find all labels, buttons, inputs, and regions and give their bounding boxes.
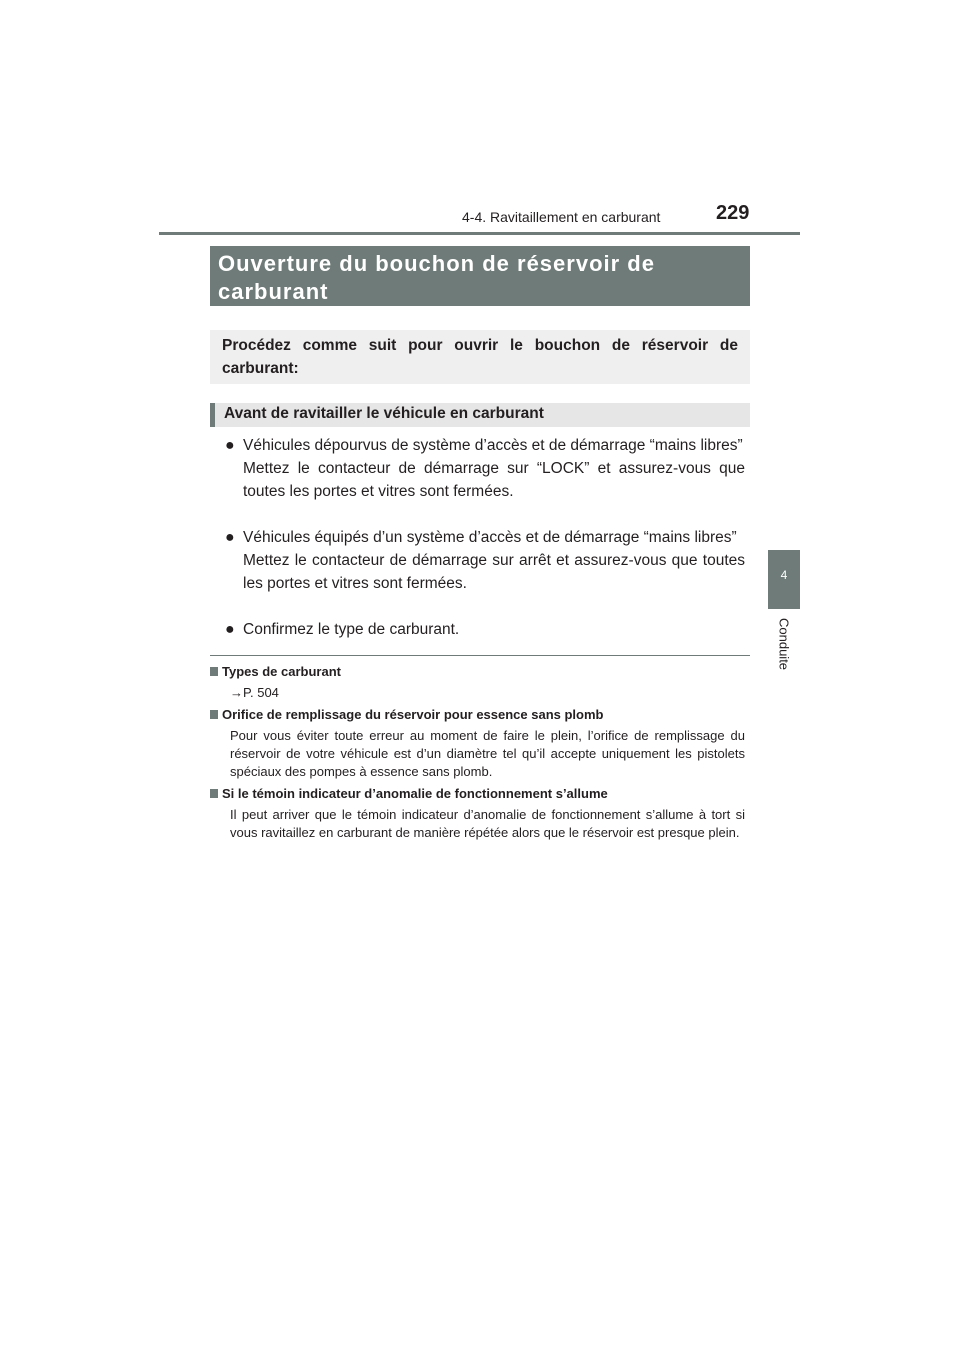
title-box [210,246,750,306]
square-bullet-icon [210,667,218,676]
chapter-number: 4 [780,568,788,582]
header-section-title: 4-4. Ravitaillement en carburant [462,209,661,225]
intro-text: Procédez comme suit pour ouvrir le bouchon de réservoir de carburant: [222,337,738,377]
square-bullet-icon [210,789,218,798]
note-title: Orifice de remplissage du réservoir pour essence sans plomb [210,706,745,724]
bullet-lead: Confirmez le type de carburant. [243,621,460,638]
bullet-body [243,618,745,641]
subheading-bar [210,403,215,427]
bullet-lead: Véhicules dépourvus de système d’accès et de démarrage “mains libres” [243,437,743,454]
subheading-text: Avant de ravitailler le véhicule en carburant [224,405,544,422]
subheading-box [210,403,750,427]
bullet-icon: ● [225,529,235,546]
note-body: →P. 504 [230,685,279,700]
bullet-item [225,526,745,595]
note [210,785,745,842]
page-number: 229 [716,202,750,224]
page-title: Ouverture du bouchon de réservoir de carburant [218,251,655,304]
bullet-detail: Mettez le contacteur de démarrage sur “LOCK” et assurez-vous que toutes les portes et vitres sont fermées. [243,460,745,500]
bullet-body [243,434,745,503]
note-body: Pour vous éviter toute erreur au moment de faire le plein, l’orifice de remplissage du réservoir de votre véhicule est d’un diamètre tel qu’il accepte uniquement les pistolets spéciaux des pompes à essence sans plomb. [230,728,745,779]
intro-box [210,330,750,384]
bullet-icon: ● [225,437,235,454]
section-divider [210,655,750,656]
bullet-icon: ● [225,621,235,638]
chapter-label-text: Conduite [776,618,792,671]
header-rule [159,232,800,235]
bullet-item [225,434,745,503]
bullet-body [243,526,745,595]
note-body: Il peut arriver que le témoin indicateur d’anomalie de fonctionnement s’allume à tort si vous ravitaillez en carburant de manière répétée alors que le réservoir est presque plein. [230,807,745,840]
note-title: Si le témoin indicateur d’anomalie de fonctionnement s’allume [210,785,745,803]
bullet-lead: Véhicules équipés d’un système d’accès et de démarrage “mains libres” [243,529,737,546]
note-title: Types de carburant [210,663,745,681]
note [210,706,745,781]
bullet-detail: Mettez le contacteur de démarrage sur arrêt et assurez-vous que toutes les portes et vitres sont fermées. [243,552,745,592]
chapter-label [772,618,796,680]
chapter-tab [768,550,800,609]
note [210,663,745,702]
bullet-item [225,618,745,641]
square-bullet-icon [210,710,218,719]
